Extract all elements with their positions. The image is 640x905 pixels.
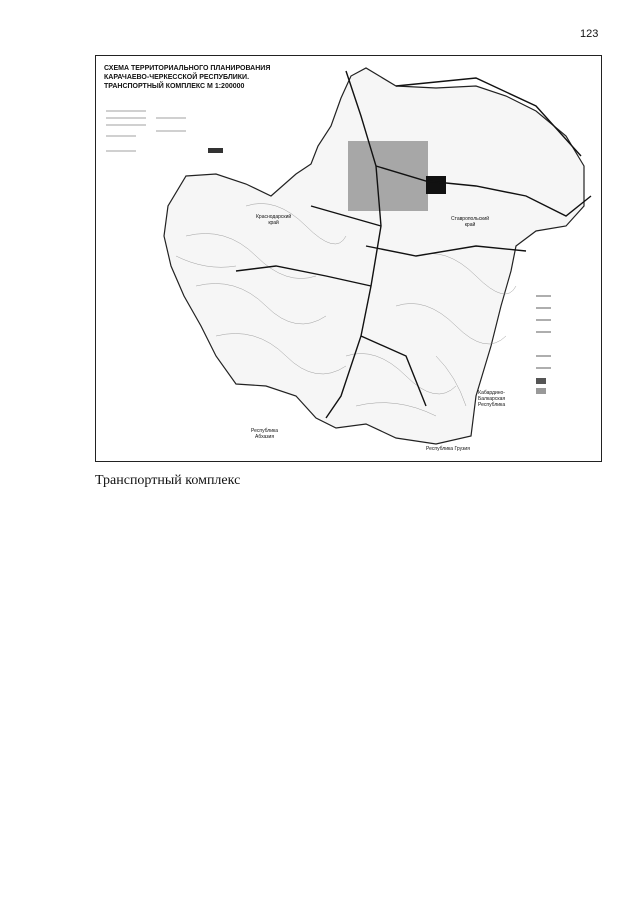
legend-top-left	[106, 111, 223, 153]
map-title-line: СХЕМА ТЕРРИТОРИАЛЬНОГО ПЛАНИРОВАНИЯ	[104, 65, 271, 72]
region-outline	[164, 68, 584, 444]
label-georgia: Республика Грузия	[426, 446, 470, 452]
map-caption: Транспортный комплекс	[95, 473, 241, 488]
label-krasnodar: Краснодарский край	[256, 214, 292, 226]
legend-lines	[536, 296, 551, 394]
label-abkhazia: Республика Абхазия	[251, 428, 279, 440]
map-drawing	[96, 56, 601, 461]
map-title	[104, 64, 304, 91]
label-stavropol: Ставропольский край	[451, 216, 490, 228]
map-title-line: КАРАЧАЕВО-ЧЕРКЕССКОЙ РЕСПУБЛИКИ.	[104, 74, 250, 81]
label-kbr: Кабардино- Балкарская Республика	[478, 390, 506, 408]
page-number: 123	[580, 28, 599, 40]
city-block	[426, 176, 446, 194]
urban-area	[348, 141, 428, 211]
transport-map	[95, 55, 602, 462]
map-title-line: ТРАНСПОРТНЫЙ КОМПЛЕКС М 1:200000	[104, 83, 245, 90]
